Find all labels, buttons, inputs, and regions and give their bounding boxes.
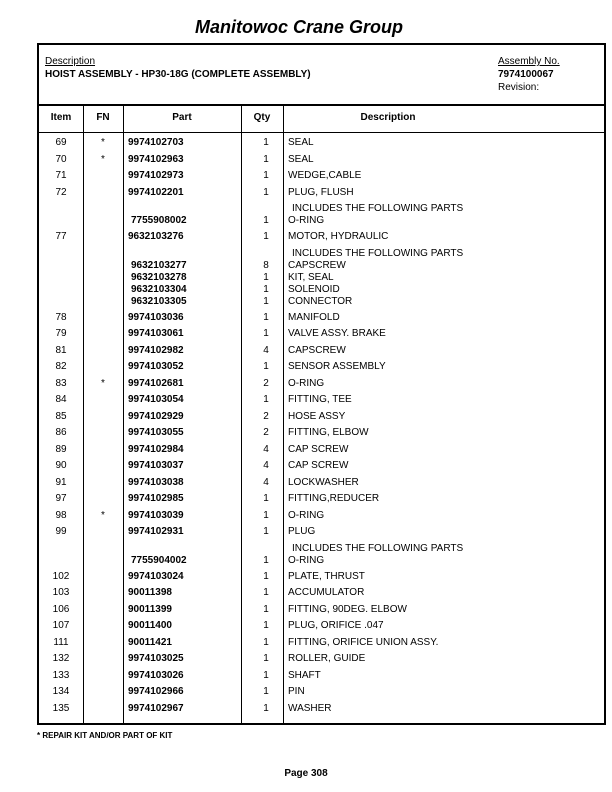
table-row — [39, 460, 604, 477]
part-description: SENSOR ASSEMBLY — [288, 361, 386, 372]
part-description: SEAL — [288, 137, 314, 148]
quantity: 1 — [263, 587, 269, 598]
quantity: 1 — [263, 653, 269, 664]
quantity: 1 — [263, 620, 269, 631]
table-row — [39, 686, 604, 703]
quantity: 1 — [263, 526, 269, 537]
quantity: 1 — [263, 271, 269, 283]
table-row — [39, 510, 604, 527]
part-number: 9974102703 — [128, 137, 184, 148]
part-number: 9974103026 — [128, 669, 184, 681]
quantity: 4 — [263, 443, 269, 455]
part-number: 90011400 — [128, 620, 172, 631]
part-description: KIT, SEAL — [288, 271, 334, 283]
table-row — [39, 493, 604, 510]
includes-note: INCLUDES THE FOLLOWING PARTS — [292, 542, 464, 554]
table-row — [39, 587, 604, 604]
part-number: 9632103304 — [131, 283, 187, 295]
quantity: 4 — [263, 344, 269, 356]
sub-part-row — [39, 296, 604, 308]
item-number: 111 — [53, 636, 69, 648]
item-number: 85 — [55, 410, 67, 422]
part-number: 9974102681 — [128, 377, 184, 389]
item-number: 89 — [55, 443, 67, 455]
table-row — [39, 231, 604, 248]
quantity: 1 — [263, 215, 269, 226]
part-description: PLUG, FLUSH — [288, 186, 354, 198]
item-number: 70 — [55, 153, 67, 165]
footnote: * REPAIR KIT AND/OR PART OF KIT — [37, 731, 173, 740]
quantity: 2 — [263, 410, 269, 422]
parts-table-body — [39, 137, 604, 719]
part-number: 9974102982 — [128, 344, 184, 356]
item-number: 133 — [52, 669, 70, 681]
item-number: 99 — [55, 526, 67, 537]
part-number: 9974102201 — [128, 186, 184, 198]
part-number: 9974103038 — [128, 476, 184, 488]
table-row — [39, 345, 604, 362]
part-number: 9974102963 — [128, 153, 184, 165]
part-number: 7755904002 — [131, 554, 187, 566]
part-number: 9632103278 — [131, 271, 187, 283]
part-description: O-RING — [288, 215, 325, 226]
table-row — [39, 170, 604, 187]
item-number: 79 — [55, 328, 67, 339]
quantity: 1 — [263, 137, 269, 148]
table-row — [39, 361, 604, 378]
table-row — [39, 477, 604, 494]
quantity: 1 — [263, 283, 269, 295]
item-number: 91 — [55, 476, 67, 488]
part-description: CAP SCREW — [288, 460, 349, 471]
table-row — [39, 427, 604, 444]
part-description: PLUG, ORIFICE .047 — [288, 620, 384, 631]
quantity: 1 — [263, 603, 269, 615]
part-number: 9974102966 — [128, 686, 184, 697]
part-number: 9974103024 — [128, 570, 184, 582]
part-number: 7755908002 — [131, 215, 187, 226]
part-description: FITTING, 90DEG. ELBOW — [288, 603, 407, 615]
part-description: ROLLER, GUIDE — [288, 653, 366, 664]
item-number: 69 — [55, 137, 67, 148]
part-number: 9974103037 — [128, 460, 184, 471]
includes-note-row — [39, 543, 604, 555]
part-number: 9974103036 — [128, 311, 184, 323]
quantity: 1 — [263, 394, 269, 405]
description-value: HOIST ASSEMBLY - HP30-18G (COMPLETE ASSEMBLY) — [45, 69, 311, 80]
part-description: WEDGE,CABLE — [288, 170, 362, 181]
part-description: PLATE, THRUST — [288, 570, 365, 582]
quantity: 1 — [263, 493, 269, 504]
table-row — [39, 620, 604, 637]
quantity: 1 — [263, 702, 269, 714]
part-description: O-RING — [288, 377, 325, 389]
part-number: 9974102984 — [128, 443, 184, 455]
part-number: 9974103054 — [128, 394, 184, 405]
table-row — [39, 604, 604, 621]
quantity: 1 — [263, 636, 269, 648]
fn-marker: * — [101, 509, 105, 521]
part-description: WASHER — [288, 702, 332, 714]
item-number: 103 — [52, 587, 70, 598]
parts-list-frame — [37, 43, 606, 725]
includes-note-row — [39, 203, 604, 215]
sub-part-row — [39, 272, 604, 284]
sub-part-row — [39, 284, 604, 296]
quantity: 1 — [263, 153, 269, 165]
part-number: 9974103039 — [128, 509, 184, 521]
includes-note: INCLUDES THE FOLLOWING PARTS — [292, 203, 464, 214]
item-number: 86 — [55, 427, 67, 438]
part-description: CAPSCREW — [288, 259, 346, 271]
item-number: 83 — [55, 377, 67, 389]
quantity: 2 — [263, 377, 269, 389]
quantity: 2 — [263, 427, 269, 438]
item-number: 71 — [55, 170, 67, 181]
item-number: 106 — [52, 603, 70, 615]
quantity: 4 — [263, 460, 269, 471]
part-number: 90011421 — [128, 636, 172, 648]
quantity: 1 — [263, 170, 269, 181]
item-number: 107 — [52, 620, 70, 631]
part-description: FITTING, TEE — [288, 394, 352, 405]
part-description: MANIFOLD — [288, 311, 340, 323]
part-description: FITTING, ELBOW — [288, 427, 369, 438]
quantity: 1 — [263, 231, 269, 242]
fn-marker: * — [101, 153, 105, 165]
table-row — [39, 328, 604, 345]
quantity: 1 — [263, 328, 269, 339]
includes-note: INCLUDES THE FOLLOWING PARTS — [292, 247, 464, 259]
table-row — [39, 411, 604, 428]
quantity: 1 — [263, 311, 269, 323]
part-description: PLUG — [288, 526, 316, 537]
quantity: 1 — [263, 686, 269, 697]
item-number: 77 — [55, 231, 67, 242]
part-description: CONNECTOR — [288, 295, 353, 307]
part-description: CAPSCREW — [288, 344, 346, 356]
part-description: O-RING — [288, 554, 325, 566]
table-row — [39, 703, 604, 720]
quantity: 8 — [263, 259, 269, 271]
part-description: SHAFT — [288, 669, 321, 681]
quantity: 1 — [263, 295, 269, 307]
fn-marker: * — [101, 377, 105, 389]
part-description: O-RING — [288, 509, 325, 521]
part-number: 9974102929 — [128, 410, 184, 422]
quantity: 1 — [263, 570, 269, 582]
column-header-fn: FN — [96, 112, 110, 123]
item-number: 81 — [55, 344, 67, 356]
table-row — [39, 394, 604, 411]
column-header-qty: Qty — [253, 112, 271, 123]
table-row — [39, 670, 604, 687]
assembly-header — [39, 45, 604, 106]
assembly-number-label: Assembly No. — [498, 56, 560, 67]
part-description: FITTING, ORIFICE UNION ASSY. — [288, 636, 439, 648]
table-row — [39, 378, 604, 395]
item-number: 102 — [52, 570, 70, 582]
item-number: 98 — [55, 509, 67, 521]
table-row — [39, 526, 604, 543]
part-description: ACCUMULATOR — [288, 587, 365, 598]
page-number: Page 308 — [284, 768, 328, 779]
column-header-item: Item — [50, 112, 72, 123]
revision-label: Revision: — [498, 82, 540, 93]
column-header-part: Part — [172, 112, 192, 123]
table-row — [39, 154, 604, 171]
part-number: 9974102931 — [128, 526, 184, 537]
item-number: 78 — [55, 311, 67, 323]
quantity: 1 — [263, 186, 269, 198]
item-number: 134 — [52, 686, 70, 697]
part-number: 9632103277 — [131, 259, 187, 271]
quantity: 1 — [263, 509, 269, 521]
part-description: MOTOR, HYDRAULIC — [288, 231, 389, 242]
column-header-description: Description — [360, 112, 416, 123]
table-row — [39, 571, 604, 588]
part-number: 9974102967 — [128, 702, 184, 714]
document-title: Manitowoc Crane Group — [194, 17, 403, 37]
includes-note-row — [39, 248, 604, 260]
description-label: Description — [45, 56, 96, 67]
table-row — [39, 137, 604, 154]
part-number: 9974102985 — [128, 493, 184, 504]
item-number: 84 — [55, 394, 67, 405]
part-description: FITTING,REDUCER — [288, 493, 380, 504]
sub-part-row — [39, 260, 604, 272]
part-description: HOSE ASSY — [288, 410, 346, 422]
part-number: 9632103305 — [131, 295, 187, 307]
item-number: 82 — [55, 361, 67, 372]
assembly-number-value: 7974100067 — [498, 69, 554, 80]
quantity: 1 — [263, 361, 269, 372]
item-number: 135 — [52, 702, 70, 714]
sub-part-row — [39, 555, 604, 567]
part-description: PIN — [288, 686, 305, 697]
quantity: 1 — [263, 554, 269, 566]
quantity: 1 — [263, 669, 269, 681]
part-number: 9974103052 — [128, 361, 184, 372]
part-description: SOLENOID — [288, 283, 340, 295]
part-description: SEAL — [288, 153, 314, 165]
part-description: CAP SCREW — [288, 443, 349, 455]
part-number: 90011399 — [128, 603, 172, 615]
item-number: 132 — [52, 653, 70, 664]
part-number: 9974102973 — [128, 170, 184, 181]
part-number: 9632103276 — [128, 231, 184, 242]
table-row — [39, 653, 604, 670]
fn-marker: * — [101, 137, 105, 148]
part-description: LOCKWASHER — [288, 476, 359, 488]
item-number: 90 — [55, 460, 67, 471]
table-row — [39, 187, 604, 204]
table-row — [39, 637, 604, 654]
part-number: 9974103055 — [128, 427, 184, 438]
part-number: 9974103061 — [128, 328, 184, 339]
table-row — [39, 312, 604, 329]
item-number: 72 — [55, 186, 67, 198]
header-divider — [39, 132, 604, 133]
quantity: 4 — [263, 476, 269, 488]
part-number: 9974103025 — [128, 653, 184, 664]
part-number: 90011398 — [128, 587, 172, 598]
item-number: 97 — [55, 493, 67, 504]
sub-part-row — [39, 215, 604, 227]
table-row — [39, 444, 604, 461]
part-description: VALVE ASSY. BRAKE — [288, 328, 386, 339]
